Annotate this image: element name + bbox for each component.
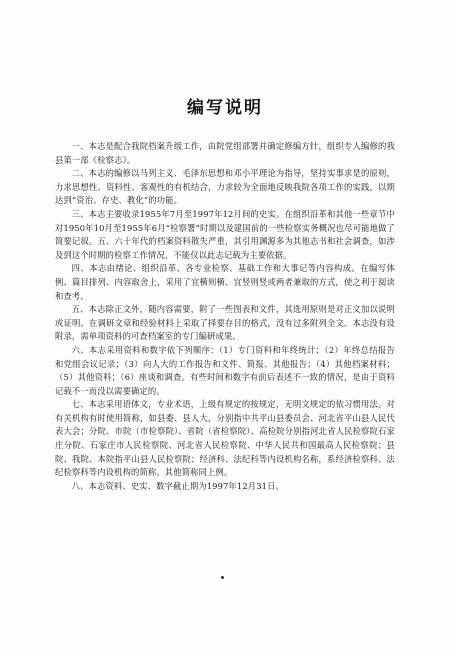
paragraph-7: 七、本志采用语体文，专业术语，上级有规定的按规定，无明文规定的依习惯用法。对有关机构有时使用简称，如县委、县人大，分别指中共平山县委员会、河北省平山县人民代表大会；分院、市院（市检察院）、省院（省检察院）、高检院分别指河北省人民检察院石家庄分院、石家庄市人民检察院、河北省人民检察院、中华人民共和国最高人民检察院；县院、我院、本院指平山县人民检察院；经济科、法纪科等内设机构名称，系经济检察科、法纪检察科等内设机构的简称。其他简称同上例。 (55, 399, 395, 478)
paragraph-4: 四、本志由绪论、组织沿革、各专业检察、基础工作和大事记等内容构成。在编写体例、篇目排列、内容取舍上，采用了宜横则横、宜竖则竖或两者兼取的方式，使之利于阅读和查考。 (55, 263, 395, 301)
paragraph-2: 二、本志的编修以马列主义、毛泽东思想和邓小平理论为指导，坚持实事求是的原则，力求思想性、资料性、客观性的有机结合，力求较为全面地反映我院各项工作的实践，以期达到“资治、存史、教化”的功能。 (55, 168, 395, 206)
page-title: 编写说明 (187, 98, 263, 118)
document-body (55, 140, 395, 493)
paragraph-1: 一、本志是配合我院档案升级工作，由院党组部署并确定修编方针，组织专人编修的我县第一部《检察志》。 (55, 141, 395, 165)
paragraph-6: 六、本志采用资料和数字依下列顺序：（1）专门资料和年终统计；（2）年终总结报告和党组会议记录；（3）向人大的工作报告和文件、简报、其他报告；（4）其他档案材料；（5）其他资料；（6）座谈和调查。有些时间和数字有前后表述不一致的情况，是由于资料记载不一而没以需要确定的。 (55, 344, 395, 396)
paragraph-8: 八、本志资料、史实、数字截止期为1997年12月31日。 (71, 480, 284, 491)
paragraph-3: 三、本志主要收录1955年7月至1997年12月间的史实。在组织沿革和其他一些章节中对1950年10月至1955年6月“检察署”时期以及建国前的一些检察实务概况也尽可能地做了简要记叙。五、六十年代的档案资料散失严重，其引用渊源多为其他志书和社会调查，如涉及到这个时期的检察工作情况，不能仅以此志记载为主要依据。 (55, 208, 395, 260)
paragraph-5: 五、本志除正文外，随内容需要，附了一些图表和文件，其选用原则是对正文加以说明或证明。在调研文章和经验材料上采取了择要存目的格式，没有过多附列全文。本志没有设附录，需单项资料的可查档案室的专门编研成果。 (55, 304, 395, 342)
page-mark-dot (221, 576, 224, 579)
